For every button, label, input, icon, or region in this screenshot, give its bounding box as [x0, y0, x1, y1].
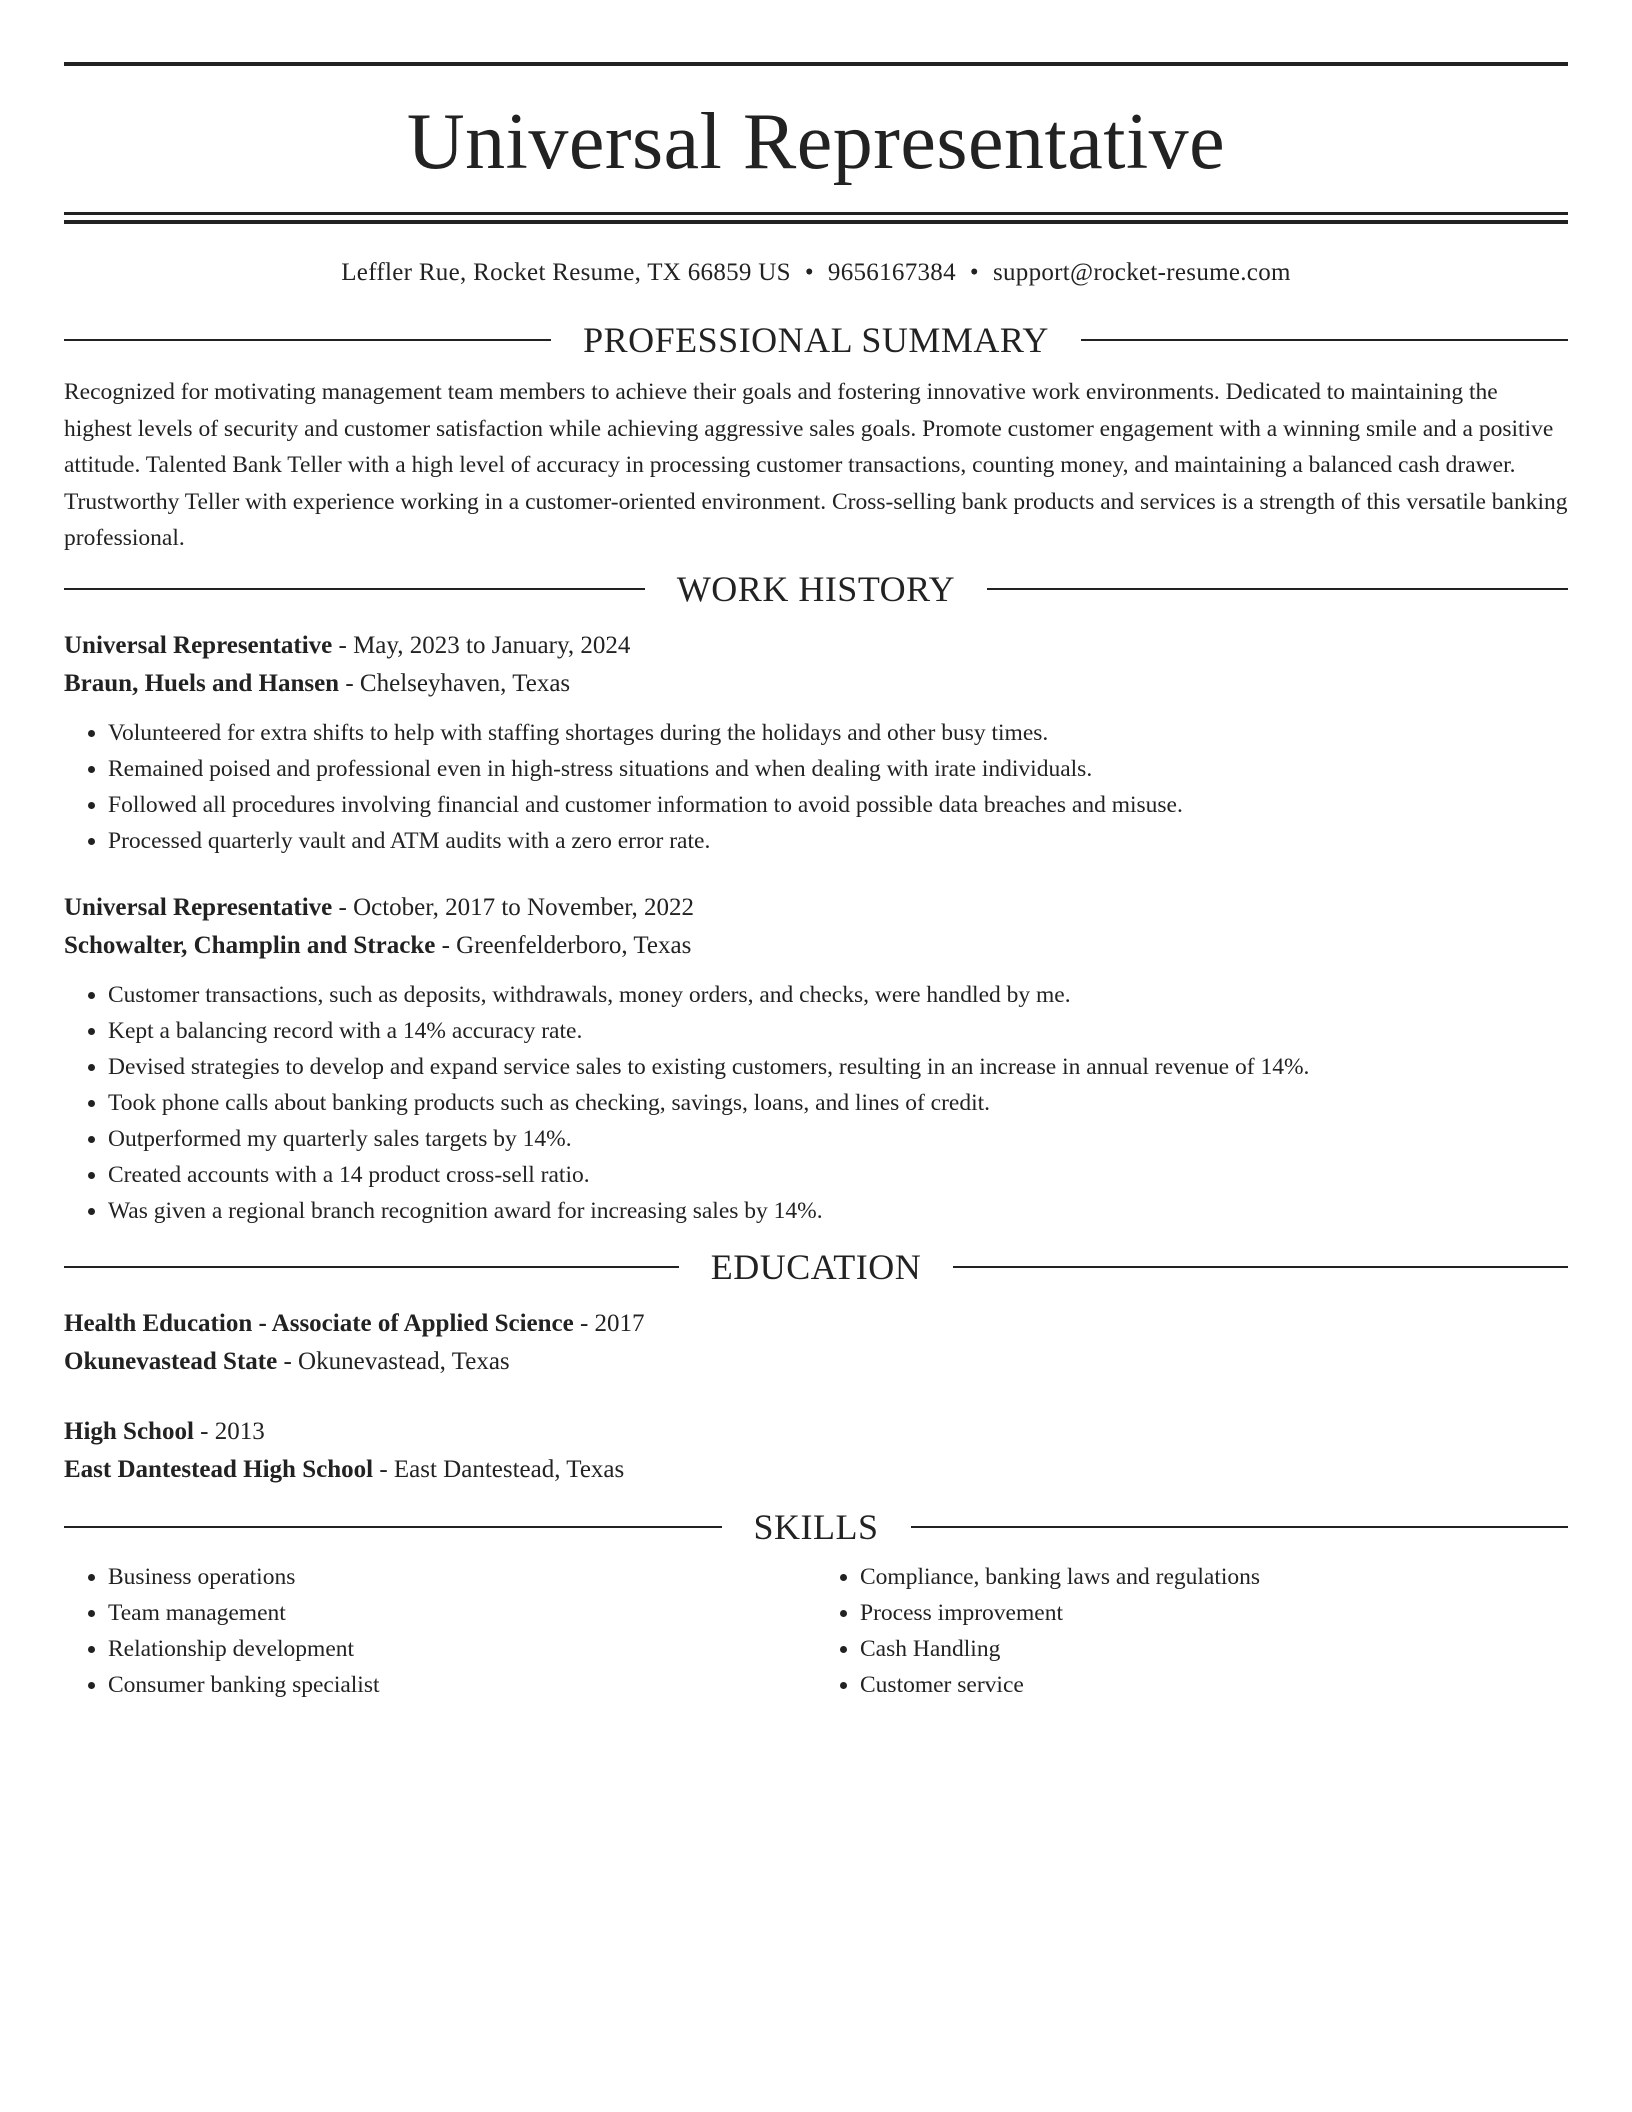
job-title: Universal Representative — [64, 631, 333, 659]
job-company: Braun, Huels and Hansen — [64, 669, 340, 697]
job-bullet: • Outperformed my quarterly sales targets by 14%. — [108, 1121, 1568, 1157]
skills-column-left — [64, 1559, 816, 1703]
job-location: - Chelseyhaven, Texas — [339, 669, 571, 697]
job-bullet: • Took phone calls about banking products such as checking, savings, loans, and lines of credit. — [108, 1085, 1568, 1121]
job-title: Universal Representative — [64, 893, 333, 921]
contact-separator: • — [804, 259, 814, 286]
summary-heading-label: PROFESSIONAL SUMMARY — [583, 320, 1049, 360]
education-location: - East Dantestead, Texas — [373, 1455, 625, 1483]
heading-rule-right — [953, 1266, 1568, 1268]
job-bullets — [64, 977, 1568, 1229]
heading-rule-left — [64, 588, 645, 590]
education-school-line — [64, 1343, 1568, 1381]
contact-email: support@rocket-resume.com — [992, 259, 1291, 286]
education-degree-line — [64, 1413, 1568, 1451]
job-bullet: • Followed all procedures involving financial and customer information to avoid possible data breaches and misuse. — [108, 787, 1568, 823]
job-company: Schowalter, Champlin and Stracke — [64, 931, 436, 959]
job-bullet: • Remained poised and professional even in high-stress situations and when dealing with irate individuals. — [108, 751, 1568, 787]
contact-separator: • — [969, 259, 979, 286]
job-bullet: • Created accounts with a 14 product cross-sell ratio. — [108, 1157, 1568, 1193]
heading-rule-left — [64, 1526, 722, 1528]
skill-item: • Team management — [108, 1595, 816, 1631]
education-entry — [64, 1305, 1568, 1381]
job-entry — [64, 627, 1568, 859]
education-location: - Okunevastead, Texas — [277, 1347, 510, 1375]
job-bullet: • Kept a balancing record with a 14% accuracy rate. — [108, 1013, 1568, 1049]
work-history-heading-label: WORK HISTORY — [676, 568, 956, 609]
skills-list — [64, 1559, 1568, 1703]
skills-heading — [64, 1507, 1568, 1547]
job-bullet: • Processed quarterly vault and ATM audits with a zero error rate. — [108, 823, 1568, 859]
top-rule — [64, 62, 1568, 66]
education-heading-label: EDUCATION — [710, 1246, 922, 1287]
education-school: Okunevastead State — [64, 1347, 278, 1375]
skill-item: • Process improvement — [860, 1595, 1568, 1631]
heading-rule-right — [1081, 339, 1568, 341]
education-degree: Health Education - Associate of Applied Science — [64, 1309, 574, 1337]
education-year: - 2017 — [573, 1309, 645, 1337]
heading-rule-right — [987, 588, 1568, 590]
job-bullets — [64, 715, 1568, 859]
job-bullet: • Was given a regional branch recognition award for increasing sales by 14%. — [108, 1193, 1568, 1229]
job-bullet: • Volunteered for extra shifts to help with staffing shortages during the holidays and other busy times. — [108, 715, 1568, 751]
job-company-line — [64, 927, 1568, 965]
job-dates: - October, 2017 to November, 2022 — [332, 893, 695, 921]
job-location: - Greenfelderboro, Texas — [435, 931, 692, 959]
job-title-line — [64, 889, 1568, 927]
job-entry — [64, 889, 1568, 1229]
skill-item: • Cash Handling — [860, 1631, 1568, 1667]
contact-address: Leffler Rue, Rocket Resume, TX 66859 US — [341, 259, 791, 286]
skill-item: • Compliance, banking laws and regulations — [860, 1559, 1568, 1595]
education-school-line — [64, 1451, 1568, 1489]
job-company-line — [64, 665, 1568, 703]
education-year: - 2013 — [193, 1417, 265, 1445]
heading-rule-left — [64, 339, 551, 341]
job-title-line — [64, 627, 1568, 665]
candidate-name: Universal Representative — [406, 98, 1226, 186]
job-bullet: • Devised strategies to develop and expand service sales to existing customers, resulting in an increase in annual revenue of 14%. — [108, 1049, 1568, 1085]
skill-item: • Business operations — [108, 1559, 816, 1595]
double-rule — [64, 212, 1568, 224]
education-degree: High School — [64, 1417, 194, 1445]
job-dates: - May, 2023 to January, 2024 — [332, 631, 631, 659]
contact-line — [64, 258, 1568, 288]
contact-phone: 9656167384 — [827, 259, 956, 286]
heading-rule-right — [911, 1526, 1569, 1528]
education-school: East Dantestead High School — [64, 1455, 374, 1483]
summary-text: Recognized for motivating management team members to achieve their goals and fostering innovative work environments. Dedicated to maintaining the highest levels of security and customer satisfaction while achieving aggressive sales goals. Promote customer engagement with a winning smile and a positive attitude. Talented Bank Teller with a high level of accuracy in processing customer transactions, counting money, and maintaining a balanced cash drawer. Trustworthy Teller with experience working in a customer-oriented environment. Cross-selling bank products and services is a strength of this versatile banking professional. — [64, 379, 1568, 551]
skill-item: • Customer service — [860, 1667, 1568, 1703]
heading-rule-left — [64, 1266, 679, 1268]
skill-item: • Consumer banking specialist — [108, 1667, 816, 1703]
education-degree-line — [64, 1305, 1568, 1343]
education-entry — [64, 1413, 1568, 1489]
skill-item: • Relationship development — [108, 1631, 816, 1667]
job-bullet: • Customer transactions, such as deposits, withdrawals, money orders, and checks, were handled by me. — [108, 977, 1568, 1013]
summary-heading — [64, 320, 1568, 360]
education-heading — [64, 1247, 1568, 1287]
work-history-heading — [64, 569, 1568, 609]
skills-column-right — [816, 1559, 1568, 1703]
skills-heading-label: SKILLS — [753, 1506, 879, 1547]
